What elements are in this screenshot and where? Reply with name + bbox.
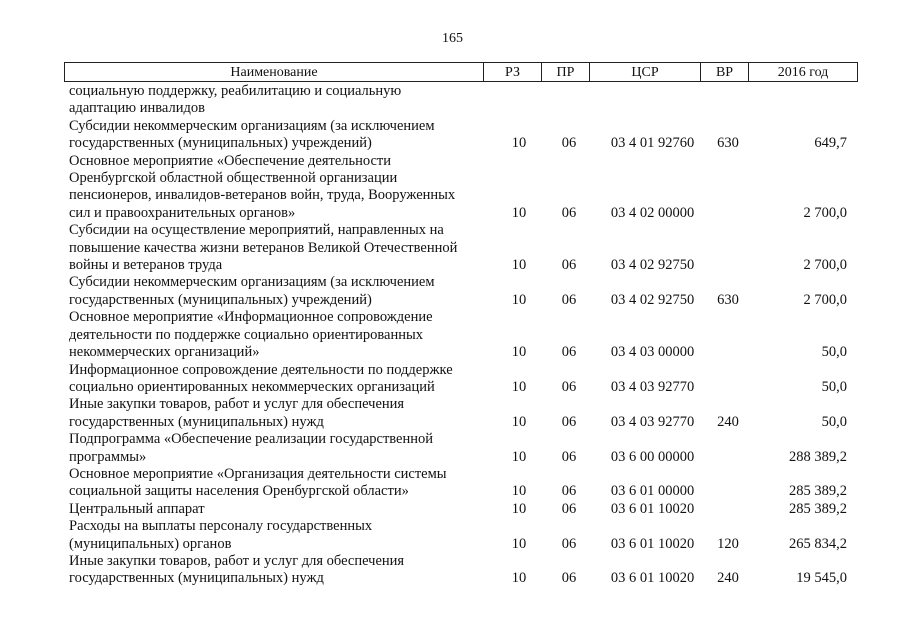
row-vr: 240 <box>717 570 739 587</box>
row-pr: 06 <box>561 570 577 587</box>
row-name-line: государственных (муниципальных) нужд <box>69 570 324 587</box>
row-vr: 240 <box>717 413 739 430</box>
row-amount: 288 389,2 <box>789 448 847 465</box>
row-name <box>64 553 483 588</box>
row-name <box>64 466 483 501</box>
row-pr: 06 <box>561 535 577 552</box>
row-name-line: Субсидии некоммерческим организациям (за исключением <box>69 117 435 134</box>
row-name-line: социальную поддержку, реабилитацию и социальную <box>69 83 402 99</box>
row-csr: 03 4 02 00000 <box>610 204 695 221</box>
row-amount: 50,0 <box>821 378 847 395</box>
row-rz: 10 <box>511 483 527 500</box>
row-name-line: Информационное сопровождение деятельности по поддержке <box>69 361 453 378</box>
page-number: 165 <box>442 31 463 46</box>
row-amount: 265 834,2 <box>789 535 847 552</box>
row-name <box>64 501 483 518</box>
row-name <box>64 362 483 397</box>
row-name-line: социальной защиты населения Оренбургской области» <box>69 483 409 500</box>
table-row <box>64 431 858 466</box>
row-vr: 120 <box>717 535 739 552</box>
row-name-line: (муниципальных) органов <box>69 535 232 552</box>
row-pr: 06 <box>561 378 577 395</box>
row-name-line: программы» <box>69 448 147 465</box>
table-row <box>64 118 858 153</box>
row-name-line: Основное мероприятие «Информационное сопровождение <box>69 309 433 326</box>
row-name-line: Субсидии некоммерческим организациям (за исключением <box>69 274 435 291</box>
row-rz: 10 <box>511 291 527 308</box>
row-rz: 10 <box>511 413 527 430</box>
header-year: 2016 год <box>777 65 829 80</box>
header-csr: ЦСР <box>590 63 701 81</box>
row-name <box>64 309 483 361</box>
row-csr: 03 6 01 00000 <box>610 483 695 500</box>
row-name-line: Основное мероприятие «Организация деятельности системы <box>69 465 447 482</box>
row-name-line: деятельности по поддержке социально ориентированных <box>69 326 423 343</box>
row-csr: 03 4 01 92760 <box>610 135 695 152</box>
row-pr: 06 <box>561 413 577 430</box>
row-pr: 06 <box>561 204 577 221</box>
row-amount: 285 389,2 <box>789 483 847 500</box>
row-amount: 285 389,2 <box>789 500 847 517</box>
row-rz: 10 <box>511 135 527 152</box>
row-name <box>64 518 483 553</box>
table-header <box>64 62 858 82</box>
row-csr: 03 4 03 92770 <box>610 413 695 430</box>
row-name <box>64 431 483 466</box>
table-row <box>64 274 858 309</box>
row-name-line: некоммерческих организаций» <box>69 344 260 361</box>
table-row <box>64 501 858 518</box>
header-name: Наименование <box>65 63 484 81</box>
row-name-line: войны и ветеранов труда <box>69 257 223 274</box>
row-vr: 630 <box>717 291 739 308</box>
row-name-line: повышение качества жизни ветеранов Великой Отечественной <box>69 239 458 256</box>
row-name-line: Подпрограмма «Обеспечение реализации государственной <box>69 431 434 448</box>
row-name-line: социально ориентированных некоммерческих организаций <box>69 378 435 395</box>
row-csr: 03 4 02 92750 <box>610 257 695 274</box>
row-name-line: Расходы на выплаты персоналу государственных <box>69 518 373 535</box>
row-pr: 06 <box>561 448 577 465</box>
row-rz: 10 <box>511 535 527 552</box>
row-name <box>64 222 483 274</box>
row-name-line: Субсидии на осуществление мероприятий, направленных на <box>69 222 444 239</box>
row-csr: 03 6 01 10020 <box>610 570 695 587</box>
row-name <box>64 153 483 223</box>
row-name-line: государственных (муниципальных) учреждений) <box>69 291 372 308</box>
row-rz: 10 <box>511 448 527 465</box>
row-amount: 2 700,0 <box>803 291 847 308</box>
table-row <box>64 83 858 118</box>
table-row <box>64 518 858 553</box>
row-amount: 649,7 <box>814 135 847 152</box>
row-name <box>64 83 483 118</box>
row-rz: 10 <box>511 344 527 361</box>
row-name <box>64 274 483 309</box>
row-pr: 06 <box>561 291 577 308</box>
row-name-line: сил и правоохранительных органов» <box>69 204 296 221</box>
row-pr: 06 <box>561 483 577 500</box>
row-name <box>64 396 483 431</box>
header-rz: РЗ <box>484 63 542 81</box>
row-csr: 03 4 02 92750 <box>610 291 695 308</box>
row-pr: 06 <box>561 344 577 361</box>
row-name-line: пенсионеров, инвалидов-ветеранов войн, труда, Вооруженных <box>69 187 456 204</box>
row-amount: 50,0 <box>821 344 847 361</box>
row-csr: 03 4 03 00000 <box>610 344 695 361</box>
row-amount: 2 700,0 <box>803 204 847 221</box>
row-pr: 06 <box>561 257 577 274</box>
row-name <box>64 118 483 153</box>
table-body <box>64 83 858 588</box>
row-name-line: Центральный аппарат <box>69 500 205 517</box>
row-csr: 03 6 00 00000 <box>610 448 695 465</box>
row-rz: 10 <box>511 257 527 274</box>
row-rz: 10 <box>511 500 527 517</box>
row-csr: 03 6 01 10020 <box>610 500 695 517</box>
table-row <box>64 466 858 501</box>
table-row <box>64 153 858 223</box>
row-name-line: Иные закупки товаров, работ и услуг для обеспечения <box>69 552 405 569</box>
row-amount: 50,0 <box>821 413 847 430</box>
row-name-line: Иные закупки товаров, работ и услуг для обеспечения <box>69 396 405 413</box>
table-row <box>64 222 858 274</box>
table-row <box>64 553 858 588</box>
row-amount: 2 700,0 <box>803 257 847 274</box>
row-pr: 06 <box>561 135 577 152</box>
row-csr: 03 4 03 92770 <box>610 378 695 395</box>
row-name-line: государственных (муниципальных) нужд <box>69 413 324 430</box>
row-name-line: государственных (муниципальных) учреждений) <box>69 135 372 152</box>
row-name-line: Основное мероприятие «Обеспечение деятельности <box>69 152 392 169</box>
row-name-line: Оренбургской областной общественной организации <box>69 170 398 187</box>
header-vr: ВР <box>701 63 749 81</box>
row-amount: 19 545,0 <box>796 570 847 587</box>
table-row <box>64 396 858 431</box>
row-rz: 10 <box>511 204 527 221</box>
row-csr: 03 6 01 10020 <box>610 535 695 552</box>
table-row <box>64 362 858 397</box>
row-name-line: адаптацию инвалидов <box>69 100 205 117</box>
row-rz: 10 <box>511 570 527 587</box>
row-pr: 06 <box>561 500 577 517</box>
row-rz: 10 <box>511 378 527 395</box>
row-vr: 630 <box>717 135 739 152</box>
header-pr: ПР <box>542 63 590 81</box>
table-row <box>64 309 858 361</box>
